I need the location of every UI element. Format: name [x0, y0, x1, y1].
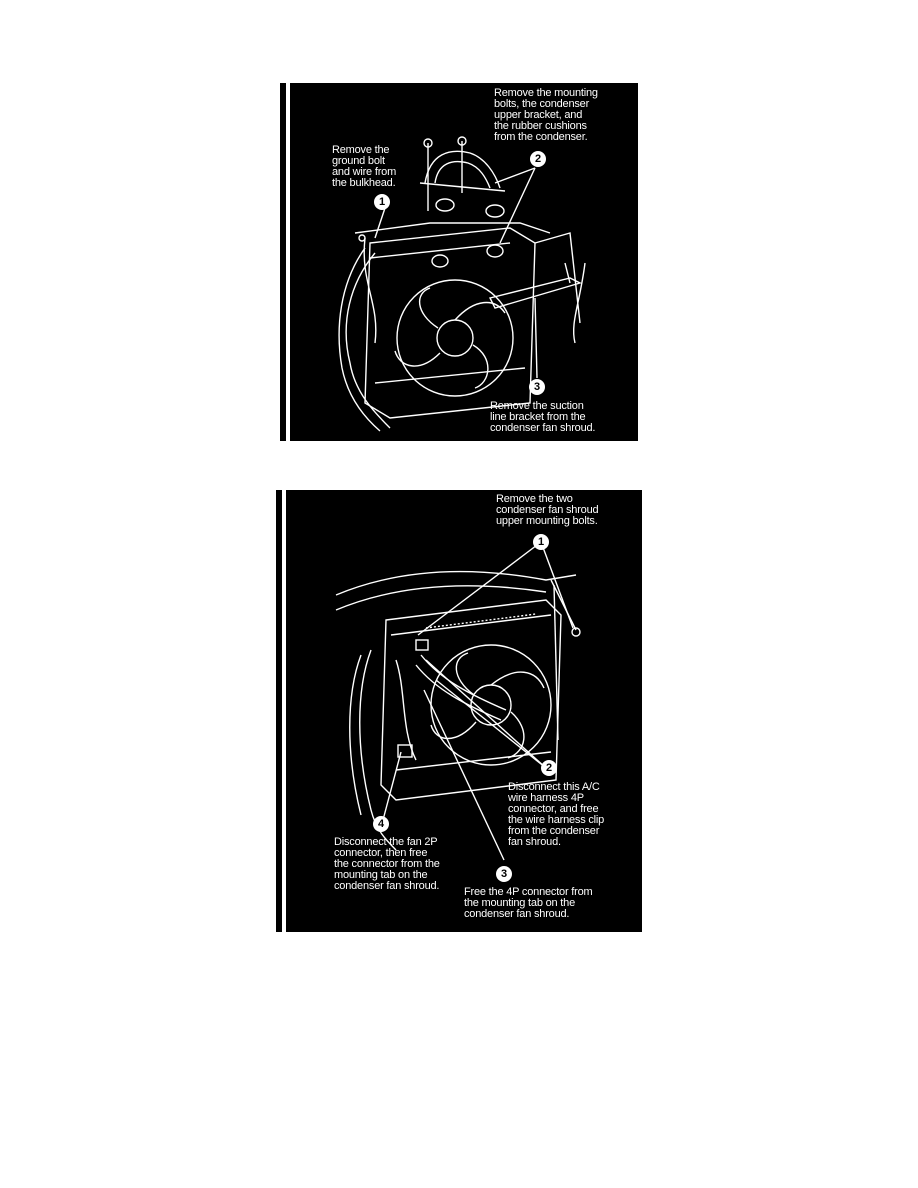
marker-1: 1 — [533, 534, 549, 550]
callout-suction-line: Remove the suction line bracket from the condenser fan shroud. — [490, 400, 596, 434]
marker-2: 2 — [541, 760, 557, 776]
callout-fan-2p: Disconnect the fan 2P connector, then free the connector from the mounting tab on the condenser fan shroud. — [334, 836, 440, 892]
marker-2: 2 — [530, 151, 546, 167]
figure-condenser-removal-step-1 — [280, 83, 638, 441]
callout-ground-bolt: Remove the ground bolt and wire from the bulkhead. — [332, 144, 397, 189]
callout-4p-connector: Free the 4P connector from the mounting tab on the condenser fan shroud. — [464, 886, 593, 920]
callout-upper-bolts: Remove the two condenser fan shroud upper mounting bolts. — [496, 493, 599, 527]
marker-3: 3 — [529, 379, 545, 395]
condenser-fan-shroud-illustration — [276, 490, 642, 932]
marker-3: 3 — [496, 866, 512, 882]
callout-mounting-bolts: Remove the mounting bolts, the condenser upper bracket, and the rubber cushions from the condenser. — [494, 87, 598, 143]
figure-condenser-removal-step-2 — [276, 490, 642, 932]
callout-ac-harness: Disconnect this A/C wire harness 4P connector, and free the wire harness clip from the condenser fan shroud. — [508, 781, 605, 848]
marker-4: 4 — [373, 816, 389, 832]
marker-1: 1 — [374, 194, 390, 210]
